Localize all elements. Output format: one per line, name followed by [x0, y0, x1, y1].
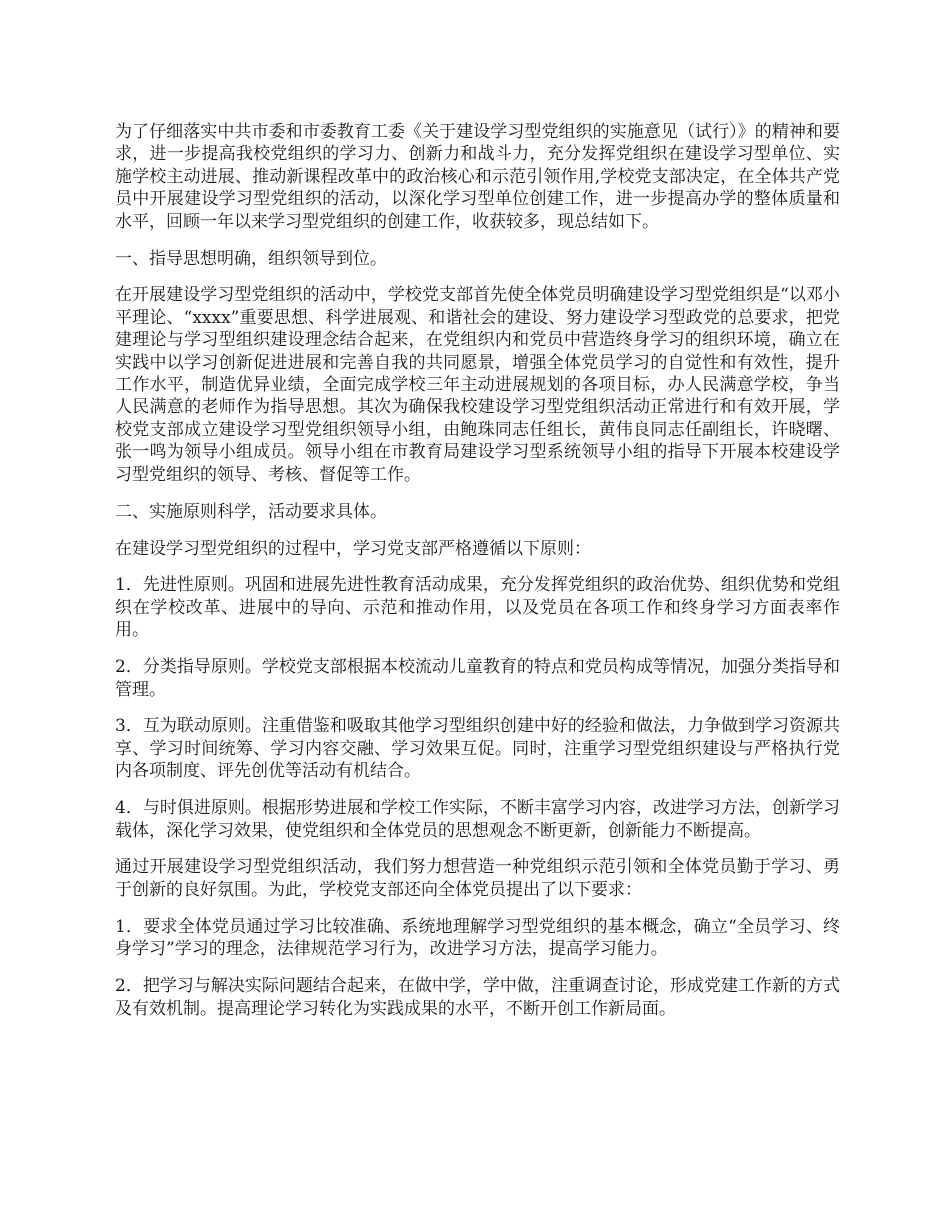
requirement-item-1: 1．要求全体党员通过学习比较准确、系统地理解学习型党组织的基本概念，确立“全员学习、终身学习”学习的理念，法律规范学习行为，改进学习方法，提高学习能力。 — [115, 916, 840, 960]
requirement-item-2: 2．把学习与解决实际问题结合起来，在做中学，学中做，注重调查讨论，形成党建工作新的方式及有效机制。提高理论学习转化为实践成果的水平，不断开创工作新局面。 — [115, 976, 840, 1019]
principle-item-3: 3．互为联动原则。注重借鉴和吸取其他学习型组织创建中好的经验和做法，力争做到学习资源共享、学习时间统筹、学习内容交融、学习效果互促。同时，注重学习型党组织建设与严格执行党内各项制度、评先创优等活动有机结合。 — [115, 716, 840, 782]
section-1-paragraph: 在开展建设学习型党组织的活动中，学校党支部首先使全体党员明确建设学习型党组织是“以邓小平理论、“xxxx”重要思想、科学进展观、和谐社会的建设、努力建设学习型政党的总要求，把党建理论与学习型组织建设理念结合起来，在党组织内和党员中营造终身学习的组织环境，确立在实践中以学习创新促进进展和完善自我的共同愿景，增强全体党员学习的自觉性和有效性，提升工作水平，制造优异业绩，全面完成学校三年主动进展规划的各项目标，办人民满意学校，争当人民满意的老师作为指导思想。其次为确保我校建设学习型党组织活动正常进行和有效开展，学校党支部成立建设学习型党组织领导小组，由鲍珠同志任组长，黄伟良同志任副组长，许晓曙、张一鸣为领导小组成员。领导小组在市教育局建设学习型系统领导小组的指导下开展本校建设学习型党组织的领导、考核、督促等工作。 — [115, 285, 840, 485]
principle-item-4: 4．与时俱进原则。根据形势进展和学校工作实际，不断丰富学习内容，改进学习方法，创新学习载体，深化学习效果，使党组织和全体党员的思想观念不断更新，创新能力不断提高。 — [115, 798, 840, 841]
requirements-intro: 通过开展建设学习型党组织活动，我们努力想营造一种党组织示范引领和全体党员勤于学习、勇于创新的良好氛围。为此，学校党支部还向全体党员提出了以下要求： — [115, 857, 840, 900]
intro-paragraph: 为了仔细落实中共市委和市委教育工委《关于建设学习型党组织的实施意见（试行）》的精神和要求，进一步提高我校党组织的学习力、创新力和战斗力，充分发挥党组织在建设学习型单位、实施学校主动进展、推动新课程改革中的政治核心和示范引领作用,学校党支部决定，在全体共产党员中开展建设学习型党组织的活动，以深化学习型单位创建工作，进一步提高办学的整体质量和水平，回顾一年以来学习型党组织的创建工作，收获较多，现总结如下。 — [115, 122, 840, 232]
principle-item-2: 2．分类指导原则。学校党支部根据本校流动儿童教育的特点和党员构成等情况，加强分类指导和管理。 — [115, 657, 840, 700]
principles-intro: 在建设学习型党组织的过程中，学习党支部严格遵循以下原则： — [115, 538, 591, 559]
principle-item-1: 1．先进性原则。巩固和进展先进性教育活动成果，充分发挥党组织的政治优势、组织优势和党组织在学校改革、进展中的导向、示范和推动作用，以及党员在各项工作和终身学习方面表率作用。 — [115, 575, 840, 641]
section-heading-1: 一、指导思想明确，组织领导到位。 — [115, 248, 387, 269]
section-heading-2: 二、实施原则科学，活动要求具体。 — [115, 501, 387, 522]
